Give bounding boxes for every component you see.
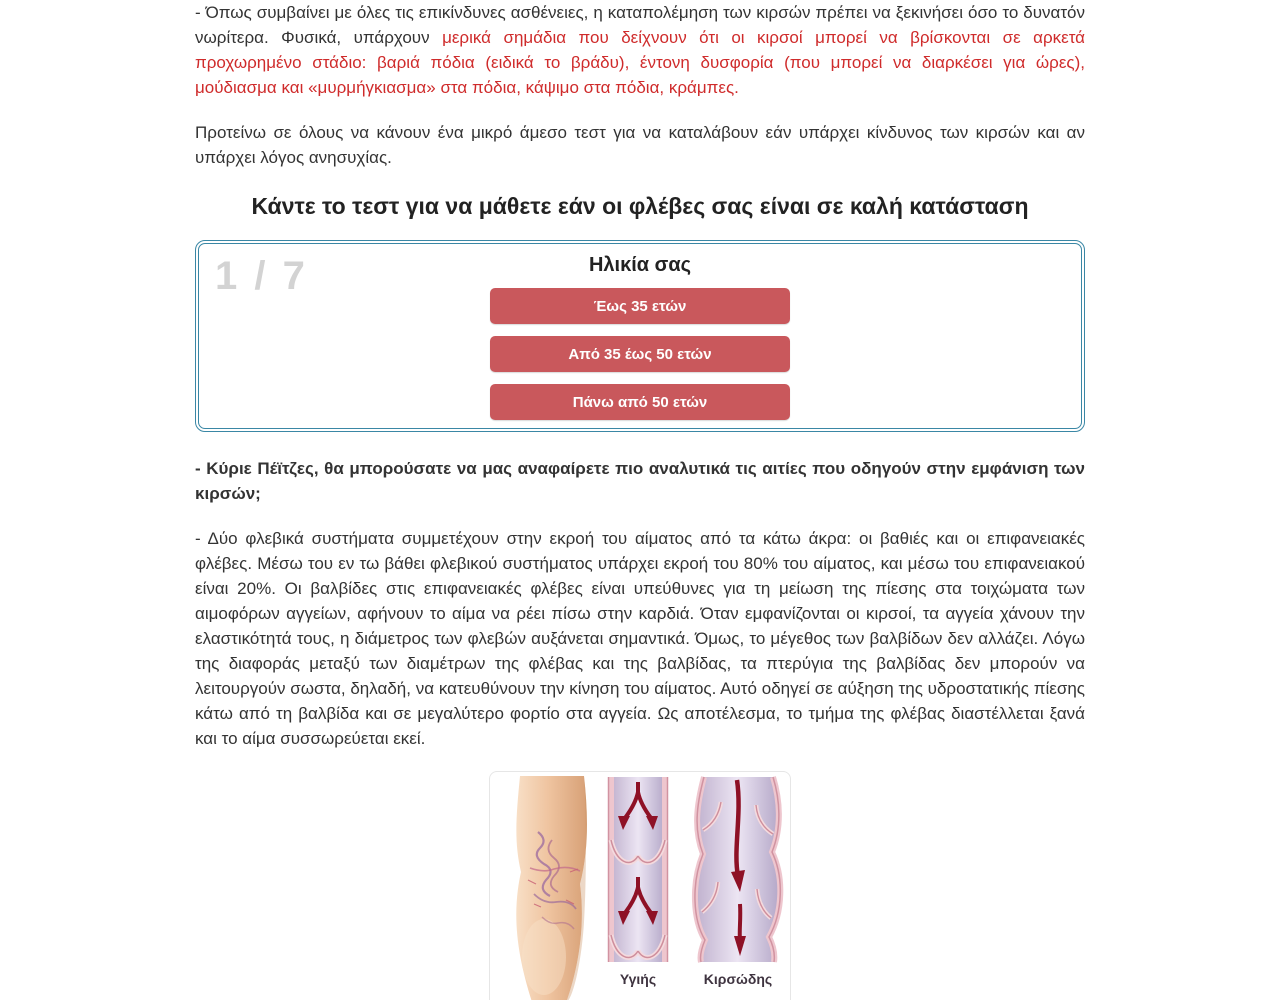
vein-comparison-figure — [489, 771, 791, 1000]
article-content — [195, 0, 1085, 1000]
quiz-option-over-50[interactable]: Πάνω από 50 ετών — [490, 384, 790, 420]
caption-healthy: Υγιής — [619, 971, 657, 987]
quiz-option-35-to-50[interactable]: Από 35 έως 50 ετών — [490, 336, 790, 372]
interview-question-paragraph: - Κύριε Πέϊτζες, θα μπορούσατε να μας αναφαίρετε πιο αναλυτικά τις αιτίες που οδηγούν στην εμφάνιση των κιρσών; — [195, 459, 1085, 503]
quiz-option-under-35[interactable]: Έως 35 ετών — [490, 288, 790, 324]
quiz-progress-counter: 1 / 7 — [215, 254, 308, 298]
interview-answer-paragraph: - Δύο φλεβικά συστήματα συμμετέχουν στην εκροή του αίματος από τα κάτω άκρα: οι βαθιές και οι επιφανειακές φλέβες. Μέσω του εν τω βάθει φλεβικού συστήματος υπάρχει εκροή του 80% του αίματος, και μέσω του επιφανειακού είναι 20%. Οι βαλβίδες στις επιφανειακές φλέβες είναι υπεύθυνες για τη μείωση της πίεσης στα τοιχώματα των αιμοφόρων αγγείων, αφήνουν το αίμα να ρέει πίσω στην καρδιά. Όταν εμφανίζονται οι κιρσοί, τα αγγεία χάνουν την ελαστικότητά τους, η διάμετρος των φλεβών αυξάνεται σημαντικά. Όμως, το μέγεθος των βαλβίδων δεν αλλάζει. Λόγω της διαφοράς μεταξύ των διαμέτρων της φλέβας και της βαλβίδας, τα πτερύγια της βαλβίδας δεν μπορούν να λειτουργούν σωστα, δηλαδή, να κατευθύνουν την κίνηση του αίματος. Αυτό οδηγεί σε αύξηση της υδροστατικής πίεσης κάτω από τη βαλβίδα και σε μεγαλύτερο φορτίο στα αγγεία. Ως αποτέλεσμα, το τμήμα της φλέβας διαστέλλεται ξανά και το αίμα συσσωρεύεται εκεί. — [195, 529, 1085, 748]
caption-varicose: Κιρσώδης — [703, 971, 773, 987]
intro-paragraph — [195, 0, 1085, 100]
varicose-vein-graphic — [695, 777, 780, 962]
vein-illustration — [490, 772, 790, 1000]
test-proposal-paragraph: Προτείνω σε όλους να κάνουν ένα μικρό άμεσο τεστ για να καταλάβουν εάν υπάρχει κίνδυνος των κιρσών και αν υπάρχει λόγος ανησυχίας. — [195, 123, 1085, 167]
healthy-vein-graphic — [609, 777, 668, 962]
intro-text-black: - Όπως συμβαίνει με όλες τις επικίνδυνες ασθένειες, η καταπολέμηση των κιρσών πρέπει να ξεκινήσει όσο το δυνατόν νωρίτερα. Φυσικά, υπάρχουν — [195, 3, 1085, 47]
quiz-widget — [195, 240, 1085, 432]
test-heading: Κάντε το τεστ για να μάθετε εάν οι φλέβες σας είναι σε καλή κατάσταση — [251, 193, 1029, 219]
symptoms-highlight-text: μερικά σημάδια που δείχνουν ότι οι κιρσοί μπορεί να βρίσκονται σε αρκετά προχωρημένο στάδιο: βαριά πόδια (ειδικά το βράδυ), έντονη δυσφορία (που μπορεί να διαρκέσει για ώρες), μούδιασμα και «μυρμήγκιασμα» στα πόδια, κάψιμο στα πόδια, κράμπες. — [195, 28, 1085, 97]
varicose-leg-graphic — [516, 776, 587, 1000]
quiz-question-title: Ηλικία σας — [588, 254, 692, 276]
